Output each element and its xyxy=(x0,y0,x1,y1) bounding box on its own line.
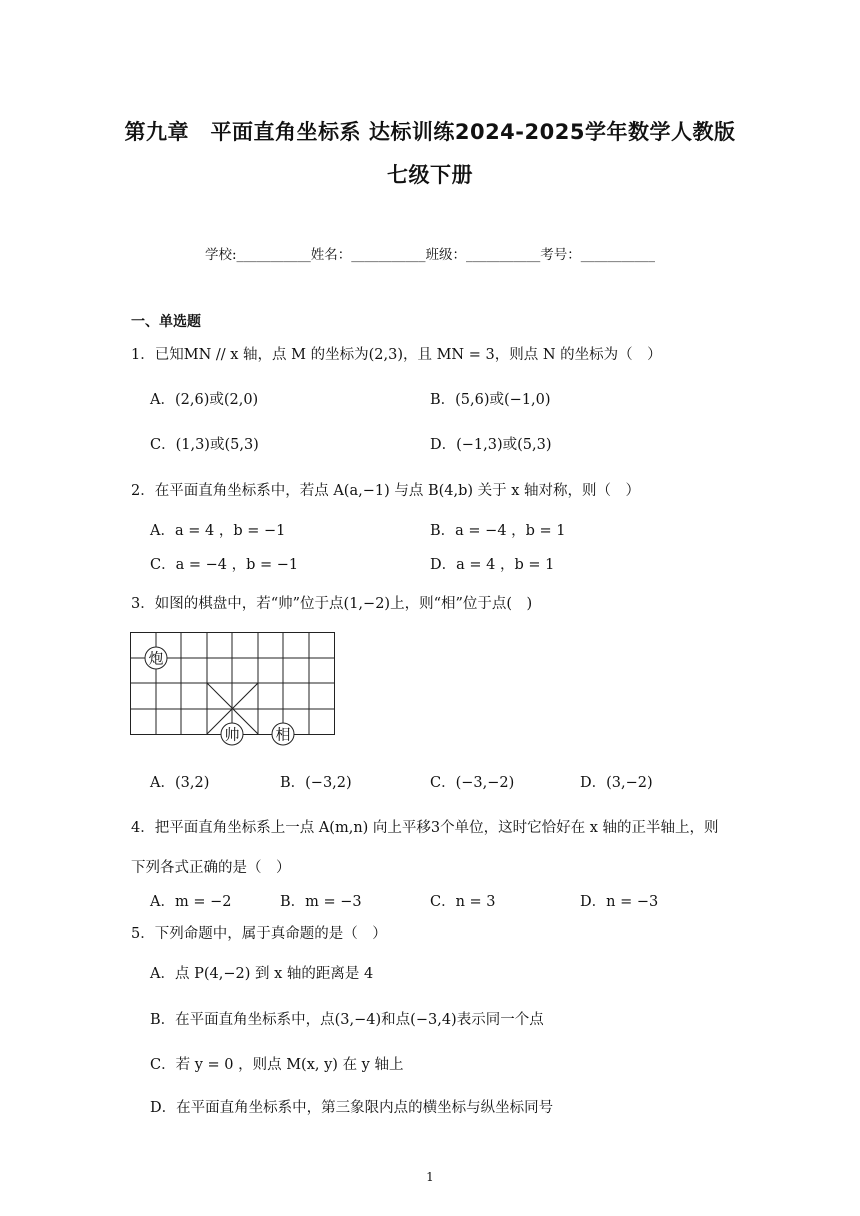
student-info-line: 学校:___________姓名：___________班级：___________考号：___________ xyxy=(204,247,656,263)
question-2-option-d: D．a = 4 ，b = 1 xyxy=(430,557,555,573)
question-1-option-c: C．(1,3)或(5,3) xyxy=(150,437,259,453)
question-1-option-a: A．(2,6)或(2,0) xyxy=(150,392,259,408)
question-4-option-c: C．n = 3 xyxy=(430,894,496,910)
question-3-stem: 3．如图的棋盘中，若“帅”位于点(1,−2)上，则“相”位于点( ) xyxy=(131,596,533,612)
piece-pao-label: 炮 xyxy=(148,649,164,668)
question-4-option-a: A．m = −2 xyxy=(150,894,232,910)
question-5-option-b: B．在平面直角坐标系中，点(3,−4)和点(−3,4)表示同一个点 xyxy=(150,1012,544,1028)
question-4-stem-line1: 4．把平面直角坐标系上一点 A(m,n) 向上平移3个单位，这时它恰好在 x 轴的正半轴上，则 xyxy=(131,820,719,836)
question-2-option-a: A．a = 4 ，b = −1 xyxy=(150,523,286,539)
piece-xiang xyxy=(272,723,294,745)
question-3-option-b: B．(−3,2) xyxy=(280,775,352,791)
question-2-stem: 2．在平面直角坐标系中，若点 A(a,−1) 与点 B(4,b) 关于 x 轴对称，则（ ） xyxy=(131,483,641,499)
chess-board-figure xyxy=(130,632,340,752)
question-4-option-b: B．m = −3 xyxy=(280,894,362,910)
question-2-option-b: B．a = −4 ，b = 1 xyxy=(430,523,566,539)
question-3-option-d: D．(3,−2) xyxy=(580,775,653,791)
page-number: 1 xyxy=(426,1170,434,1184)
question-5-option-c: C．若 y = 0 ，则点 M(x, y) 在 y 轴上 xyxy=(150,1057,404,1073)
question-3-option-a: A．(3,2) xyxy=(150,775,210,791)
question-3-option-c: C．(−3,−2) xyxy=(430,775,515,791)
question-4-option-d: D．n = −3 xyxy=(580,894,659,910)
piece-shuai-label: 帅 xyxy=(224,725,240,744)
question-2-option-c: C．a = −4 ，b = −1 xyxy=(150,557,299,573)
piece-shuai xyxy=(221,723,243,745)
section-heading: 一、单选题 xyxy=(131,314,201,330)
question-4-stem-line2: 下列各式正确的是（ ） xyxy=(131,860,291,876)
question-1-option-b: B．(5,6)或(−1,0) xyxy=(430,392,551,408)
page-title-line1: 第九章 平面直角坐标系 达标训练2024-2025学年数学人教版 xyxy=(124,120,736,144)
question-1-option-d: D．(−1,3)或(5,3) xyxy=(430,437,552,453)
question-1-stem: 1．已知MN // x 轴，点 M 的坐标为(2,3)，且 MN = 3，则点 N 的坐标为（ ） xyxy=(131,347,662,363)
question-5-option-a: A．点 P(4,−2) 到 x 轴的距离是 4 xyxy=(150,966,374,982)
page-title-line2: 七级下册 xyxy=(387,163,473,187)
piece-pao xyxy=(145,647,167,669)
piece-xiang-label: 相 xyxy=(275,725,291,744)
question-5-option-d: D．在平面直角坐标系中，第三象限内点的横坐标与纵坐标同号 xyxy=(150,1100,554,1116)
question-5-stem: 5．下列命题中，属于真命题的是（ ） xyxy=(131,926,387,942)
